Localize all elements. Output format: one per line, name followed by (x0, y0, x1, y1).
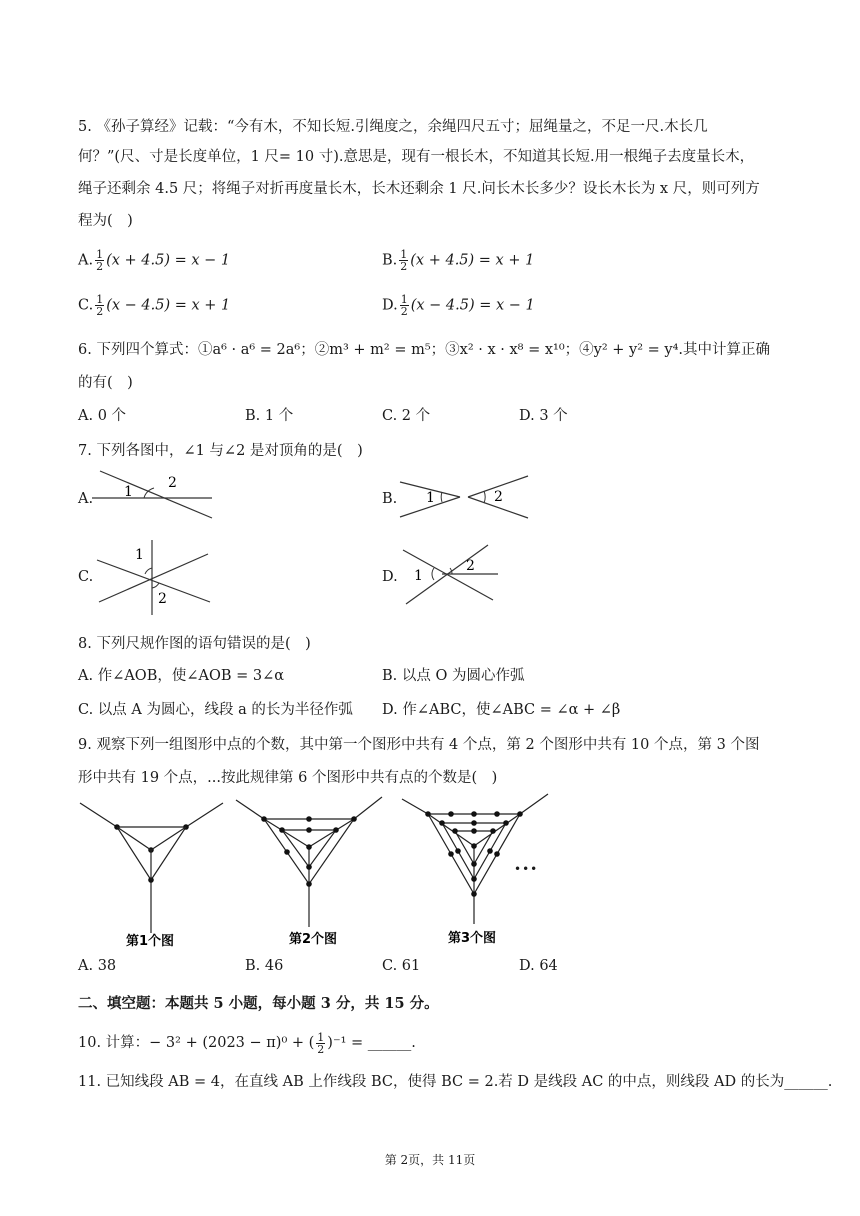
q5-line-4: 程为( ) (78, 213, 133, 229)
q9-option-a: A. 38 (78, 958, 117, 974)
q5-option-d: D. $\frac{1}{2}$ (x − 4.5) = x − 1 (382, 293, 535, 318)
q7-label-b: B. (382, 491, 398, 507)
q11-line: 11. 已知线段 AB = 4，在直线 AB 上作线段 BC，使得 BC = 2.若 D 是线段 AC 的中点，则线段 AD 的长为______. (78, 1074, 833, 1090)
q7-figure-b (400, 472, 530, 522)
q5-option-b: B. $\frac{1}{2}$ (x + 4.5) = x + 1 (382, 248, 535, 273)
q8-option-d: D. 作∠ABC，使∠ABC = ∠α + ∠β (382, 702, 621, 718)
q8-stem: 8. 下列尺规作图的语句错误的是( ) (78, 636, 311, 652)
q9-option-b: B. 46 (245, 958, 284, 974)
fraction-half: $\frac{1}{2}$ (96, 248, 104, 273)
q5-line-3: 绳子还剩余 4.5 尺；将绳子对折再度量长木，长木还剩余 1 尺.问长木长多少？设长木长为 x 尺，则可列方 (78, 181, 760, 197)
q6-line-1: 6. 下列四个算式：①a⁶ · a⁶ = 2a⁶；②m³ + m² = m⁵；③x² · x · x⁸ = x¹⁰；④y² + y² = y⁴.其中计算正确 (78, 342, 770, 358)
angle-label-1: 1 (124, 484, 133, 500)
q9-line-2: 形中共有 19 个点，...按此规律第 6 个图形中共有点的个数是( ) (78, 770, 498, 786)
q5-line-1: 5. 《孙子算经》记载：“今有木，不知长短.引绳度之，余绳四尺五寸；屈绳量之，不足一尺.木长几 (78, 119, 708, 135)
q7-figure-d (400, 542, 500, 608)
q9-option-c: C. 61 (382, 958, 421, 974)
q10-line: 10. 计算：− 3² + (2023 − π)⁰ + ( $\frac{1}{2}$ )⁻¹ = ______. (78, 1030, 416, 1056)
q5-option-a: A. $\frac{1}{2}$ (x + 4.5) = x − 1 (78, 248, 231, 273)
svg-text:2: 2 (494, 489, 503, 505)
figure-caption-3: 第3个图 (448, 931, 497, 946)
figure-caption-1: 第1个图 (126, 934, 175, 949)
q9-line-1: 9. 观察下列一组图形中点的个数，其中第一个图形中共有 4 个点，第 2 个图形中共有 10 个点，第 3 个图 (78, 737, 760, 753)
q6-option-a: A. 0 个 (78, 408, 127, 424)
q7-label-d: D. (382, 569, 398, 585)
q8-option-a: A. 作∠AOB，使∠AOB = 3∠α (78, 668, 285, 684)
q5-option-c: C. $\frac{1}{2}$ (x − 4.5) = x + 1 (78, 293, 231, 318)
figure-ellipsis: ••• (514, 862, 539, 876)
svg-text:2: 2 (158, 591, 167, 607)
q9-figure-2 (236, 797, 386, 949)
q6-option-c: C. 2 个 (382, 408, 431, 424)
angle-label-2: 2 (168, 475, 177, 491)
svg-text:1: 1 (414, 568, 423, 584)
q8-option-c: C. 以点 A 为圆心，线段 a 的长为半径作弧 (78, 702, 353, 718)
figure-caption-2: 第2个图 (289, 932, 338, 947)
q9-figure-1 (80, 803, 225, 951)
q6-option-d: D. 3 个 (519, 408, 568, 424)
q6-option-b: B. 1 个 (245, 408, 294, 424)
svg-text:2: 2 (466, 558, 475, 574)
page-footer: 第 2页，共 11页 (384, 1153, 476, 1167)
fraction-half: $\frac{1}{2}$ (400, 248, 408, 273)
q9-option-d: D. 64 (519, 958, 558, 974)
q5-line-2: 何？”(尺、寸是长度单位，1 尺= 10 寸).意思是，现有一根长木，不知道其长短.用一根绳子去度量长木， (78, 149, 755, 165)
section-2-title: 二、填空题：本题共 5 小题，每小题 3 分，共 15 分。 (78, 995, 439, 1012)
q7-figure-a (92, 468, 217, 520)
svg-text:1: 1 (135, 547, 144, 563)
fraction-half: $\frac{1}{2}$ (317, 1030, 325, 1056)
fraction-half: $\frac{1}{2}$ (96, 293, 104, 318)
q7-label-a: A. (78, 491, 94, 507)
svg-text:1: 1 (426, 490, 435, 506)
q8-option-b: B. 以点 O 为圆心作弧 (382, 668, 525, 684)
q7-figure-c (95, 540, 215, 615)
q7-label-c: C. (78, 569, 94, 585)
fraction-half: $\frac{1}{2}$ (400, 293, 408, 318)
q6-line-2: 的有( ) (78, 375, 133, 391)
q7-stem: 7. 下列各图中，∠1 与∠2 是对顶角的是( ) (78, 443, 363, 459)
